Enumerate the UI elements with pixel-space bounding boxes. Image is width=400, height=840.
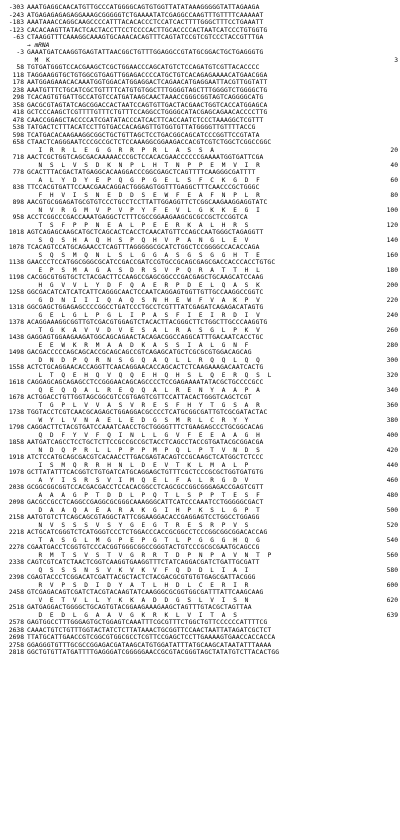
sequence-line [2, 139, 398, 147]
sequence-line [2, 544, 398, 552]
amino-acid-translation: R M T S V S T V G R R T D P N P A V N T P [27, 551, 272, 559]
position-number: -303 [8, 4, 24, 12]
sequence-line [2, 57, 398, 65]
sequence-line [2, 612, 398, 620]
position-number: 1798 [8, 424, 24, 432]
nucleotide-sequence: GTCGAGACAGTCGATCTACGTACAAGTATCAAGGGCGCGGTGGCGATTTATTCAAGCAAG [27, 589, 264, 597]
amino-acid-translation: Q D F Y V F Q I N L L G V F E E A A G H [27, 431, 260, 439]
position-number: 2038 [8, 484, 24, 492]
amino-acid-translation: S Q S H A Q H S P Q H V P A N G L E V [27, 236, 249, 244]
sequence-line [2, 514, 398, 522]
position-number: 1618 [8, 379, 24, 387]
nucleotide-sequence: AACTCGCTGGTCAGCGACAAAAACCCGCTCCACACGAACCCCCCGAAAATGGTGATTCGA [27, 154, 264, 162]
residue-number: 300 [386, 356, 398, 364]
position-number: 2098 [8, 499, 24, 507]
sequence-line [2, 49, 398, 57]
residue-number: 320 [386, 371, 398, 379]
position-number: 1018 [8, 229, 24, 237]
sequence-line [2, 529, 398, 537]
residue-number: 600 [386, 581, 398, 589]
nucleotide-sequence: AATGGAGAAACACAAATGGTGGACATGGAGGACTCAGAACATGAGGAATTACGTTGGTATT [27, 79, 268, 87]
sequence-line [2, 559, 398, 567]
position-number: 2458 [8, 589, 24, 597]
sequence-line [2, 117, 398, 125]
sequence-line [2, 597, 398, 605]
amino-acid-translation: R V P S D I D Y A T L H D L C E R I R [27, 581, 249, 589]
position-number: 118 [12, 71, 24, 79]
nucleotide-sequence: AACGTGCGGAGATGCGTGTCCCTGCCTCCTTATTGGAGGTTCTCGGCAAGAAGGAGGTATC [27, 199, 268, 207]
nucleotide-sequence: CGAGTACCCTCGGACATCGATTACGCTACTCTACGACGCGTGTGTGAGCGATTACGGG [27, 574, 256, 582]
residue-number: 240 [386, 311, 398, 319]
amino-acid-translation: Q E Q Q A L R E Q Q A L R E N Y A A P A [27, 386, 260, 394]
position-number: 1378 [8, 319, 24, 327]
residue-number: 140 [386, 236, 398, 244]
sequence-line [2, 72, 398, 80]
nucleotide-sequence: CACACAAGTTATACTCACTACCTTCCTCCCCACTTGCACCCCACTAATCATCCCTGTGGTG [27, 26, 268, 34]
sequence-line [2, 312, 398, 320]
sequence-line [2, 42, 398, 50]
sequence-line [2, 192, 398, 200]
sequence-line [2, 454, 398, 462]
position-number: 1438 [8, 334, 24, 342]
amino-acid-translation: M K [27, 56, 50, 64]
sequence-line [2, 214, 398, 222]
nucleotide-sequence: CACGGCGTGGTGCTCTACGACTTCCAAGCCGAGCGGCCCGACGAGCTGCAAGCATCCAAG [27, 274, 264, 282]
nucleotide-sequence: AATGATCAGCCTCCTGCTCTTCCGCCGCCGCTACCTCAGCCTACCGTGATACGCGGACGA [27, 439, 264, 447]
nucleotide-sequence: GGCGACATCATCATCATTCAGGGCAACTCCAATCAGGAGTGGTTGTTGCCAAGGCCGGTC [27, 289, 264, 297]
amino-acid-translation: D N D P Q R N S G Q A Q L L R Q Q L Q Q [27, 356, 260, 364]
sequence-line [2, 304, 398, 312]
sequence-line [2, 432, 398, 440]
nucleotide-sequence: CTAACTCAGGGAATCCCGCCGCTCTCCAAAGGCGGAAGACCACGTCGTCTGGCTCGGCCGGC [27, 139, 272, 147]
sequence-line [2, 94, 398, 102]
residue-number: 120 [386, 221, 398, 229]
sequence-line [2, 582, 398, 590]
amino-acid-translation: T A S G L M G P E P G T L P G G G H Q G [27, 536, 260, 544]
sequence-line [2, 364, 398, 372]
sequence-line [2, 162, 398, 170]
residue-number: 40 [390, 161, 398, 169]
sequence-line [2, 244, 398, 252]
sequence-line [2, 642, 398, 650]
residue-number: 340 [386, 386, 398, 394]
residue-number: 260 [386, 326, 398, 334]
sequence-line [2, 274, 398, 282]
nucleotide-sequence: ACTGCATCGGGTCTCATGGGTCCCTCTGGACCCACCGCGGCCTCCCGGCGGCGGACACCAG [27, 529, 268, 537]
nucleotide-sequence: ACTCTGCAGGAACACCAGGTTCAACAGGAACACCAGCACTCTCAAGAAAGACAATCACTG [27, 364, 264, 372]
residue-number: 420 [386, 446, 398, 454]
sequence-line [2, 634, 398, 642]
nucleotide-sequence: CAGGAGCAGCAGAGCCTCCGGGAACAGCAGCCCCTCCGAGAAAATATACGCTGCCCCGCC [27, 379, 264, 387]
nucleotide-sequence: AAATGTTTCTGCATCGCTGTTTTCATGTGTGGCTTTGGGGTAGCTTTGGGGTCTGGGGCTG [27, 86, 268, 94]
sequence-line [2, 124, 398, 132]
sequence-line [2, 447, 398, 455]
position-number: 478 [12, 116, 24, 124]
amino-acid-translation: A Y I S R S V I M Q E L F A L R G D V [27, 476, 249, 484]
sequence-line [2, 229, 398, 237]
amino-acid-translation: A A A G P T D D L P Q T L S P P T E S F [27, 491, 260, 499]
nucleotide-sequence: GACGCGTAGTATCAGCGGACCACTAATCCAGTGTTGACTACGAACTGGTCACCATGGAGCA [27, 101, 268, 109]
sequence-line [2, 342, 398, 350]
sequence-line [2, 537, 398, 545]
nucleotide-sequence: ACTGGACCTGTTGGTAGCGGCGTCCGTGAGTCGTTCCATTACACTGGGTCAGCTCGT [27, 394, 252, 402]
position-number: 1558 [8, 364, 24, 372]
residue-number: 220 [386, 296, 398, 304]
residue-number: 460 [386, 476, 398, 484]
sequence-line [2, 19, 398, 27]
nucleotide-sequence: TCACAGTCCATGCAGAACCTCAGTTTAGGGGGCGCATCTGGCTCCGGGGCCACACCAGA [27, 244, 260, 252]
sequence-line [2, 349, 398, 357]
nucleotide-sequence: GATGAGGACTGGGGCTGCAGTGTACGGAAGAAAGAAGCTAGTTTGTACGCTAGTTAA [27, 604, 252, 612]
sequence-line [2, 252, 398, 260]
position-number: 1738 [8, 409, 24, 417]
position-number: 2518 [8, 604, 24, 612]
amino-acid-translation: N V S S S V S Y G E G T R E S R P V S [27, 521, 249, 529]
amino-acid-translation: E P S M A G A S D R S V P Q R A T T H L [27, 266, 260, 274]
sequence-line [2, 589, 398, 597]
nucleotide-sequence: ATCTCCATGCAGCGACGTCACAACCTTGACGAGTACAGTCCGCAAGCTCATGGCTCTCCC [27, 454, 264, 462]
position-number: 1258 [8, 289, 24, 297]
nucleotide-sequence: GAGGAGTGGAAGAAGATGGCAGCAGAACTACAGACGGCCAGGCATTTGACAATCACCTGC [27, 334, 264, 342]
sequence-line [2, 424, 398, 432]
nucleotide-sequence: TTCCACGTGATTCCAACGAACAGGACTGGGAGTGGTTTGAGGCTTTCAACCCGCTGGGC [27, 184, 260, 192]
position-number: 2758 [8, 641, 24, 649]
nucleotide-sequence: ACCTCGGCCCGACCAAATGAGGCTCTTTCGCCGGAAGAAGCGCGCCGCTCCGGTCA [27, 214, 248, 222]
position-number: -3 [16, 49, 24, 57]
sequence-line [2, 267, 398, 275]
position-number: 718 [12, 154, 24, 162]
sequence-line [2, 289, 398, 297]
sequence-line [2, 417, 398, 425]
amino-acid-translation: N S L V S D K N P L H T N P P E M V I R [27, 161, 260, 169]
residue-number: 560 [386, 551, 398, 559]
sequence-line [2, 522, 398, 530]
position-number: 778 [12, 169, 24, 177]
nucleotide-sequence: CAGGACTTCTACGTGATCCAAATCAACCTGCTGGGGTTTCTGAAGAGCCCTGCGGCACAG [27, 424, 264, 432]
sequence-line [2, 34, 398, 42]
nucleotide-sequence: TGGTACCTCGTCAACGCAGAGCTGGAGGACGCCCCTCATGCGGCGATTGTCGCGATACTAC [27, 409, 268, 417]
amino-acid-translation: T G P L V V A S V R E S F H Y T G S A R [27, 401, 260, 409]
residue-number: 3 [394, 56, 398, 64]
nucleotide-sequence: CAGTCGTCATCTAACTCGGTCAAGGTGAAGGTTTCTATCAGGACGATCTGATTGCGATT [27, 559, 260, 567]
nucleotide-sequence: AAATAAACCAGGCAAGCCCCATTTACACACCCTCCATCACTTTTGGGCTTTCCTGAAATT [27, 19, 264, 27]
nucleotide-sequence: GCACTTTACGACTATGAGGCACAAGGACCCGGCGAGCTCAGTTTTCAAGGGCGATTTT [27, 169, 256, 177]
position-number: 58 [16, 64, 24, 72]
amino-acid-translation: F H V I S N E D D S E W F E A F N P L R [27, 191, 260, 199]
sequence-line [2, 372, 398, 380]
sequence-line [2, 237, 398, 245]
residue-number: 540 [386, 536, 398, 544]
nucleotide-sequence: GGAGGGTGTTTGCGCCGGAGACGATAAGCATGTGGATATTTATGCAAGCATAATATTTAAAA [27, 641, 272, 649]
sequence-line [2, 87, 398, 95]
sequence-line [2, 357, 398, 365]
residue-number: 580 [386, 566, 398, 574]
nucleotide-sequence: CGAATGACCTCGGTGTCCCACGGTGGGCGGCCGGGTACTGTCCCGCGCGAATGCAGCCG [27, 544, 260, 552]
position-number: 2698 [8, 634, 24, 642]
position-number: 1498 [8, 349, 24, 357]
sequence-line [2, 4, 398, 12]
nucleotide-sequence: TCATGACACAAGAAGGCGGCTGCTGTTAGCTCCTGACGGCAGCATCCCGGTTCCGTATA [27, 131, 260, 139]
amino-acid-translation: T G K A V V D V E S A L R A S G L P K V [27, 326, 260, 334]
position-number: 1678 [8, 394, 24, 402]
amino-acid-translation: N V R G M V P V P Y F E V L G K K E G I [27, 206, 260, 214]
sequence-line [2, 394, 398, 402]
sequence-line [2, 12, 398, 20]
sequence-line [2, 79, 398, 87]
residue-number: 60 [390, 176, 398, 184]
position-number: 1978 [8, 469, 24, 477]
nucleotide-sequence: TAGGAAGGTGCTGTGGCGTGAGTTGGAGACCCCATGCTGTCACAGAGAAAACATGAACGGA [27, 71, 268, 79]
residue-number: 280 [386, 341, 398, 349]
residue-number: 380 [386, 416, 398, 424]
position-number: -123 [8, 26, 24, 34]
sequence-line [2, 222, 398, 230]
position-number: 1858 [8, 439, 24, 447]
amino-acid-translation: I S M Q R R H N L D E V T K L M A L P [27, 461, 249, 469]
sequence-line [2, 132, 398, 140]
nucleotide-sequence: AAATGAGGCAACATGTTGCCCATGGGGCAGTGTGGTTATATAAAGGGGGTATTAGAAGA [27, 4, 260, 12]
amino-acid-translation: S Q S M Q N L S L G G A S G S G G H T E [27, 251, 260, 259]
residue-number: 480 [386, 491, 398, 499]
residue-number: 520 [386, 521, 398, 529]
amino-acid-translation: D E D L G A A V G K R K L V I T A S [27, 611, 238, 619]
amino-acid-translation: L T Q E H Q V Q Q E H Q H S L Q E R Q S L [27, 371, 272, 379]
position-number: 2278 [8, 544, 24, 552]
nucleotide-sequence: GACGCCGCCTCAGGCCGAGGCGCGGGCAAAGGGCATTCATCCCAAATCCTGGGGGCGACT [27, 499, 264, 507]
sequence-line [2, 169, 398, 177]
sequence-line [2, 477, 398, 485]
nucleotide-sequence: CTAAGGTTTCAAAGGCAAAGTGCAAACACAGTTTCAGTATCCGTCGTCCCTACCGTTTGA [27, 34, 264, 42]
amino-acid-translation: W Y L V N A E L E D G S M R L C R Y Y [27, 416, 249, 424]
residue-number: 20 [390, 146, 398, 154]
nucleotide-sequence: TCACAGTGTGATTGCCATGTCCATGATAAGCAACTAAACCGGGCGGTAGTCAGGGGCATG [27, 94, 264, 102]
sequence-line [2, 499, 398, 507]
sequence-line [2, 327, 398, 335]
position-number: 2158 [8, 514, 24, 522]
nucleotide-sequence: GAACCCTCCATGGCGGGCGCATCCGACCGATCCGTGCCGCAGCGAGCGACCACCCACCTGTGC [27, 259, 276, 267]
position-number: 178 [12, 79, 24, 87]
position-number: 2578 [8, 619, 24, 627]
nucleotide-sequence: AATGTGTCTTCAGCAGCGTAGGCTATTCGGAAGGACACCGAGGAGTCCTGGCCTGGAGG [27, 514, 260, 522]
position-number: 1138 [8, 259, 24, 267]
position-number: 358 [12, 101, 24, 109]
amino-acid-translation: G E L G L P G L I P A S F I E I R D I V [27, 311, 260, 319]
sequence-line [2, 154, 398, 162]
position-number: 1078 [8, 244, 24, 252]
position-number: 2638 [8, 626, 24, 634]
nucleotide-sequence: AGTCAGAGCAAGCATGCTCAGCACTCACCTCAACATGTTCCAGCCAATGGGCTAGAGGTT [27, 229, 264, 237]
position-number: 1198 [8, 274, 24, 282]
amino-acid-translation: D A A Q A E A R A K G I H P K S L G P T [27, 506, 260, 514]
position-number: 958 [12, 214, 24, 222]
sequence-line [2, 259, 398, 267]
sequence-line [2, 199, 398, 207]
position-number: -63 [12, 34, 24, 42]
sequence-line [2, 492, 398, 500]
residue-number: 440 [386, 461, 398, 469]
sequence-line [2, 409, 398, 417]
residue-number: 400 [386, 431, 398, 439]
sequence-line [2, 439, 398, 447]
nucleotide-sequence: GAAATGATCAAGGTGAGTATTAACGGCTGTTTGGAGGCCGTATGCGGACTGCTGAGGGTG [27, 49, 264, 57]
sequence-line [2, 207, 398, 215]
sequence-line [2, 64, 398, 72]
position-number: 1318 [8, 304, 24, 312]
nucleotide-sequence: TTATGCATTGAACCGTCGGCGTGGCGCCTCGTTCCGAGCTCCTTGAAAAGTGAACCACCACCA [27, 634, 276, 642]
position-number: 2818 [8, 649, 24, 657]
sequence-line [2, 649, 398, 657]
position-number: 838 [12, 184, 24, 192]
residue-number: 200 [386, 281, 398, 289]
amino-acid-translation: H G V V L Y D F Q A E R P D E L Q A S K [27, 281, 260, 289]
sequence-line [2, 567, 398, 575]
amino-acid-translation: T S F P P N E A L P E E R K A L H R S [27, 221, 249, 229]
position-number: 658 [12, 139, 24, 147]
sequence-line [2, 574, 398, 582]
amino-acid-translation: N D Q P R L L P P P M P Q L P T V N D S [27, 446, 260, 454]
sequence-line [2, 282, 398, 290]
nucleotide-sequence: GGCGAGCTGGAGAGCCCCGGCCTGATCCCTGCCTCGTTTATCGAGATCAGAGACATAGTG [27, 304, 264, 312]
nucleotide-sequence: GACGACCCCCAGCAGCACCGCAGCAGCCGTCAGAGCATGCTCGCGCGTGGACAGCAG [27, 349, 252, 357]
nucleotide-sequence: CAACCGGAGCTACCCCATCGATATACCCATCACTTCACCAATCTCCCTAAAGGCTCGTTT [27, 116, 264, 124]
sequence-line [2, 319, 398, 327]
sequence-line [2, 619, 398, 627]
position-number: 2218 [8, 529, 24, 537]
position-number: -243 [8, 11, 24, 19]
sequence-line [2, 627, 398, 635]
residue-number: 620 [386, 596, 398, 604]
amino-acid-translation: G D N I I I Q A Q S N H E W F V A K P V [27, 296, 260, 304]
amino-acid-translation: V E T V L L Y K K A D D G S L V I S N [27, 596, 249, 604]
position-number: 598 [12, 131, 24, 139]
sequence-line [2, 469, 398, 477]
sequence-line [2, 387, 398, 395]
position-number: 538 [12, 124, 24, 132]
sequence-line [2, 507, 398, 515]
mrna-start-marker: → mRNA [27, 41, 50, 49]
sequence-line [2, 184, 398, 192]
sequence-line [2, 297, 398, 305]
sequence-line [2, 379, 398, 387]
nucleotide-sequence: TATGACTCTTTACATCCTTGTGACCACAGAGTTGTGGTGTTATGGGGTTGTTTTACCG [27, 124, 256, 132]
sequence-line [2, 109, 398, 117]
amino-acid-translation: E E W K R M A A D K A S S I A L G N F [27, 341, 249, 349]
residue-number: 160 [386, 251, 398, 259]
amino-acid-translation: A L Y D Y E P Q G P G E L S F C K G D F [27, 176, 260, 184]
nucleotide-sequence: CAAACTGTCTGTTTGGTACTATCTCTTATAAACTGCGGTTCCAACTAATTATAGATCGCTCT [27, 626, 272, 634]
sequence-line [2, 604, 398, 612]
sequence-line [2, 147, 398, 155]
residue-number: 100 [386, 206, 398, 214]
sequence-line [2, 177, 398, 185]
sequence-line [2, 484, 398, 492]
position-number: 898 [12, 199, 24, 207]
nucleotide-sequence: GGCTGTGTTATGATTTTGAGGGATCGGGGGAACCGCGTACGGGTAGCTATATGTCTTACACTGG [27, 649, 280, 657]
nucleotide-sequence: GCGGCGGCGGTCCACGACGACCTCCACACGGCCTCAGCGCCGGCGGGAGACCGAGTCGTT [27, 484, 264, 492]
residue-number: 80 [390, 191, 398, 199]
nucleotide-sequence: TGTGATGGGTCCACGAAGCTCGCTGGAACCCAGCATGTCTCCAGATGTCGTTACACCCC [27, 64, 260, 72]
sequence-document [2, 4, 398, 657]
position-number: 238 [12, 86, 24, 94]
amino-acid-translation: Q S S S N S V K V K V F Q D D L I A I [27, 566, 249, 574]
sequence-line [2, 552, 398, 560]
sequence-line [2, 27, 398, 35]
nucleotide-sequence: ACAGGAAAGGCGGTTGTCGACGTGGAGTCTACACTTACGGGCTTCTGGCTTGCCCAAGGTG [27, 319, 268, 327]
position-number: 298 [12, 94, 24, 102]
nucleotide-sequence: GCTCCCAAGCTCGTTTTGTTTCTGTTTCCAGGCCTGGGGCATACGAGCAGAACACCCCTTG [27, 109, 268, 117]
nucleotide-sequence: GAGTGGCCTTTGGGAGTGCTGGAGTCAAATTTCGCGTTTCTGGCTGTTCCCCCCATTTTCG [27, 619, 268, 627]
amino-acid-translation: I R R L E G G R R P R L A S S A [27, 146, 215, 154]
sequence-line [2, 334, 398, 342]
position-number: 2338 [8, 559, 24, 567]
nucleotide-sequence: GCTTATATTTCACGGTCTGTGATCATGCAGGAGCTGTTTCGCTCCCGCGCTGGTGATGTG [27, 469, 264, 477]
residue-number: 360 [386, 401, 398, 409]
position-number: 418 [12, 109, 24, 117]
position-number: 1918 [8, 454, 24, 462]
residue-number: 639 [386, 611, 398, 619]
sequence-line [2, 102, 398, 110]
sequence-line [2, 402, 398, 410]
residue-number: 500 [386, 506, 398, 514]
position-number: 2398 [8, 574, 24, 582]
sequence-line [2, 462, 398, 470]
nucleotide-sequence: ATGAGAGAGAGAGGAAAGCGGGGGTCTGAAAATATCGAGGCCAAGTTTGTTTTCAAAAAT [27, 11, 264, 19]
residue-number: 180 [386, 266, 398, 274]
position-number: -183 [8, 19, 24, 27]
